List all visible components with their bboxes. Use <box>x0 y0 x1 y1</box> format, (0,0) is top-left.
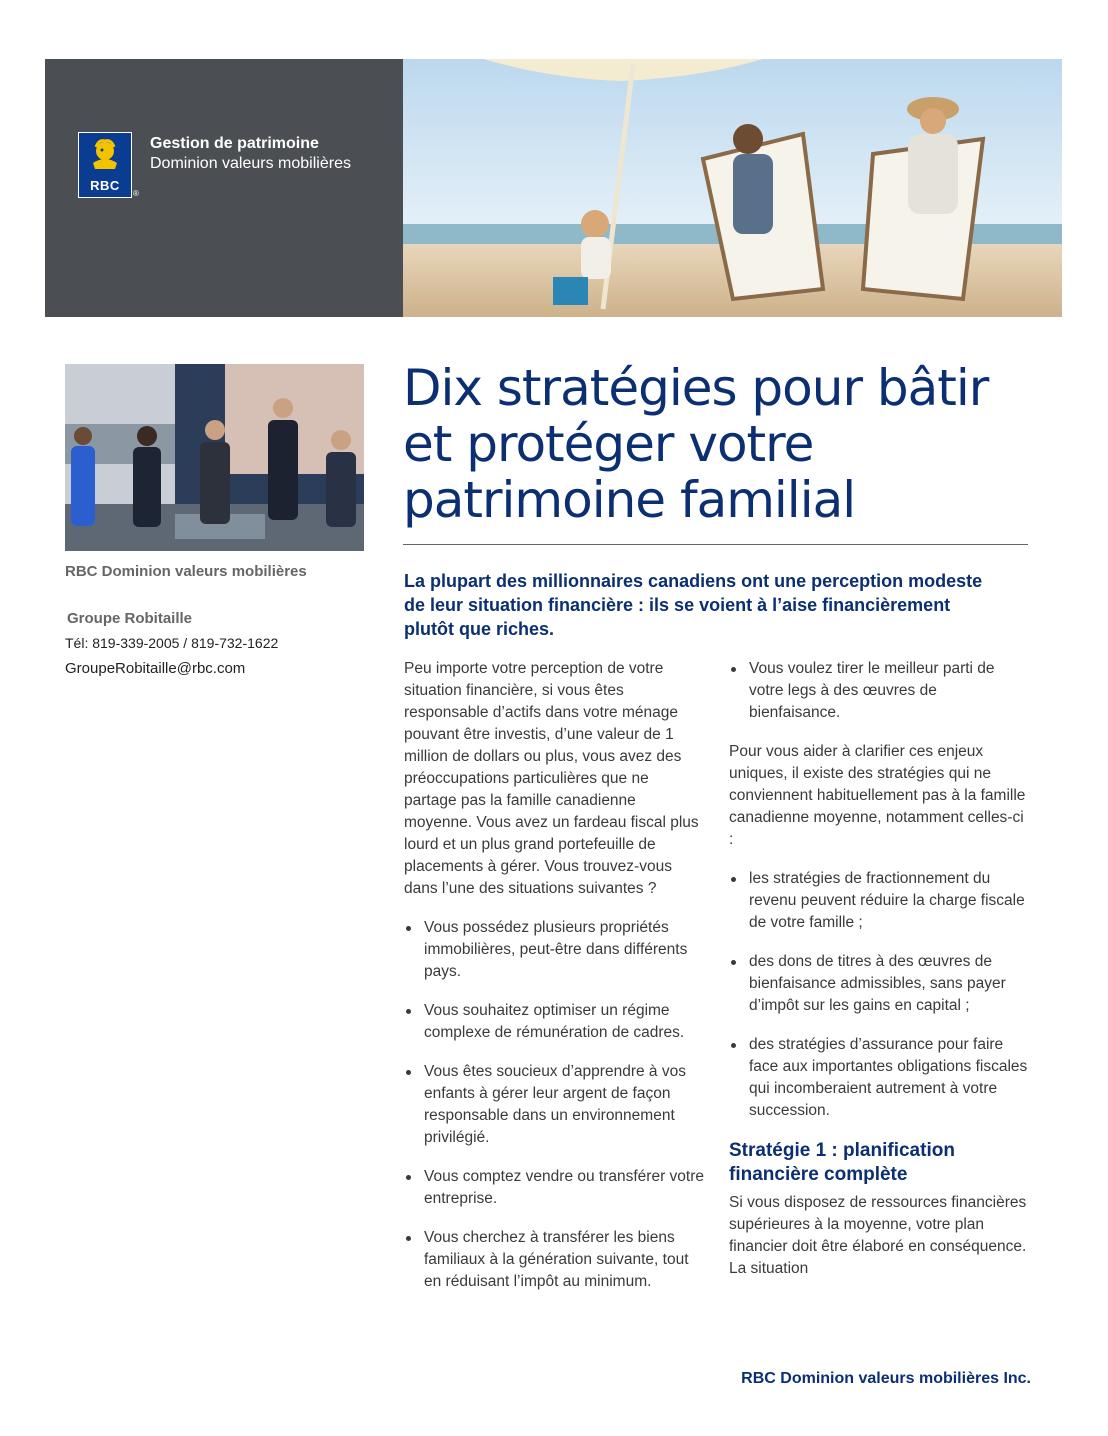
column-left <box>404 658 704 1310</box>
strategies-list <box>729 868 1029 1122</box>
article-title: Dix stratégies pour bâtir et protéger votre patrimoine familial <box>403 359 989 529</box>
list-item: Vous possédez plusieurs propriétés immobilières, peut-être dans différents pays. <box>404 917 704 983</box>
sidebar-email[interactable]: GroupeRobitaille@rbc.com <box>65 660 246 677</box>
team-photo <box>65 364 364 551</box>
sidebar-firm: RBC Dominion valeurs mobilières <box>65 563 307 580</box>
section-paragraph: Si vous disposez de ressources financières supérieures à la moyenne, votre plan financier doit être élaboré en conséquence. La situation <box>729 1194 1027 1277</box>
logo-wordmark: RBC <box>90 178 120 193</box>
title-divider <box>403 544 1028 545</box>
rbc-logo <box>78 132 132 198</box>
list-item: Vous souhaitez optimiser un régime complexe de rémunération de cadres. <box>404 1000 704 1044</box>
strategies-intro: Pour vous aider à clarifier ces enjeux uniques, il existe des stratégies qui ne conviennent habituellement pas à la famille canadienne moyenne, notamment celles-ci : <box>729 743 1026 848</box>
column-right <box>729 658 1029 1297</box>
brand-title: Gestion de patrimoine <box>150 135 319 152</box>
article-lead: La plupart des millionnaires canadiens ont une perception modeste de leur situation financière : ils se voient à l’aise financièrement plutôt que riches. <box>404 571 983 639</box>
beach-family-photo <box>403 59 1062 317</box>
list-item: les stratégies de fractionnement du revenu peuvent réduire la charge fiscale de votre famille ; <box>729 868 1029 934</box>
footer-company: RBC Dominion valeurs mobilières Inc. <box>741 1370 1031 1387</box>
intro-paragraph: Peu importe votre perception de votre situation financière, si vous êtes responsable d’actifs dans votre ménage pouvant être investis, d’une valeur de 1 million de dollars ou plus, vous avez des préoccupations particulières que ne partage pas la famille canadienne moyenne. Vous avez un fardeau fiscal plus lourd et un plus grand portefeuille de placements à gérer. Vous trouvez-vous dans l’une des situations suivantes ? <box>404 660 699 897</box>
situations-list <box>404 917 704 1293</box>
list-item: des dons de titres à des œuvres de bienfaisance admissibles, sans payer d’impôt sur les gains en capital ; <box>729 951 1029 1017</box>
list-item: Vous êtes soucieux d’apprendre à vos enfants à gérer leur argent de façon responsable dans un environnement privilégié. <box>404 1061 704 1149</box>
list-item: Vous voulez tirer le meilleur parti de votre legs à des œuvres de bienfaisance. <box>729 658 1029 724</box>
sidebar-group: Groupe Robitaille <box>67 610 193 627</box>
registered-mark: ® <box>133 189 139 198</box>
lion-icon <box>85 137 125 171</box>
list-item: Vous cherchez à transférer les biens familiaux à la génération suivante, tout en réduisant l’impôt au minimum. <box>404 1227 704 1293</box>
list-item: Vous comptez vendre ou transférer votre entreprise. <box>404 1166 704 1210</box>
header-band <box>45 59 1062 317</box>
sidebar-phone: Tél: 819-339-2005 / 819-732-1622 <box>65 635 279 651</box>
list-item: des stratégies d’assurance pour faire face aux importantes obligations fiscales qui incomberaient autrement à votre succession. <box>729 1034 1029 1122</box>
brand-subtitle: Dominion valeurs mobilières <box>150 155 351 172</box>
situations-list-continued <box>729 658 1029 724</box>
section-heading: Stratégie 1 : planification financière complète <box>729 1140 955 1185</box>
